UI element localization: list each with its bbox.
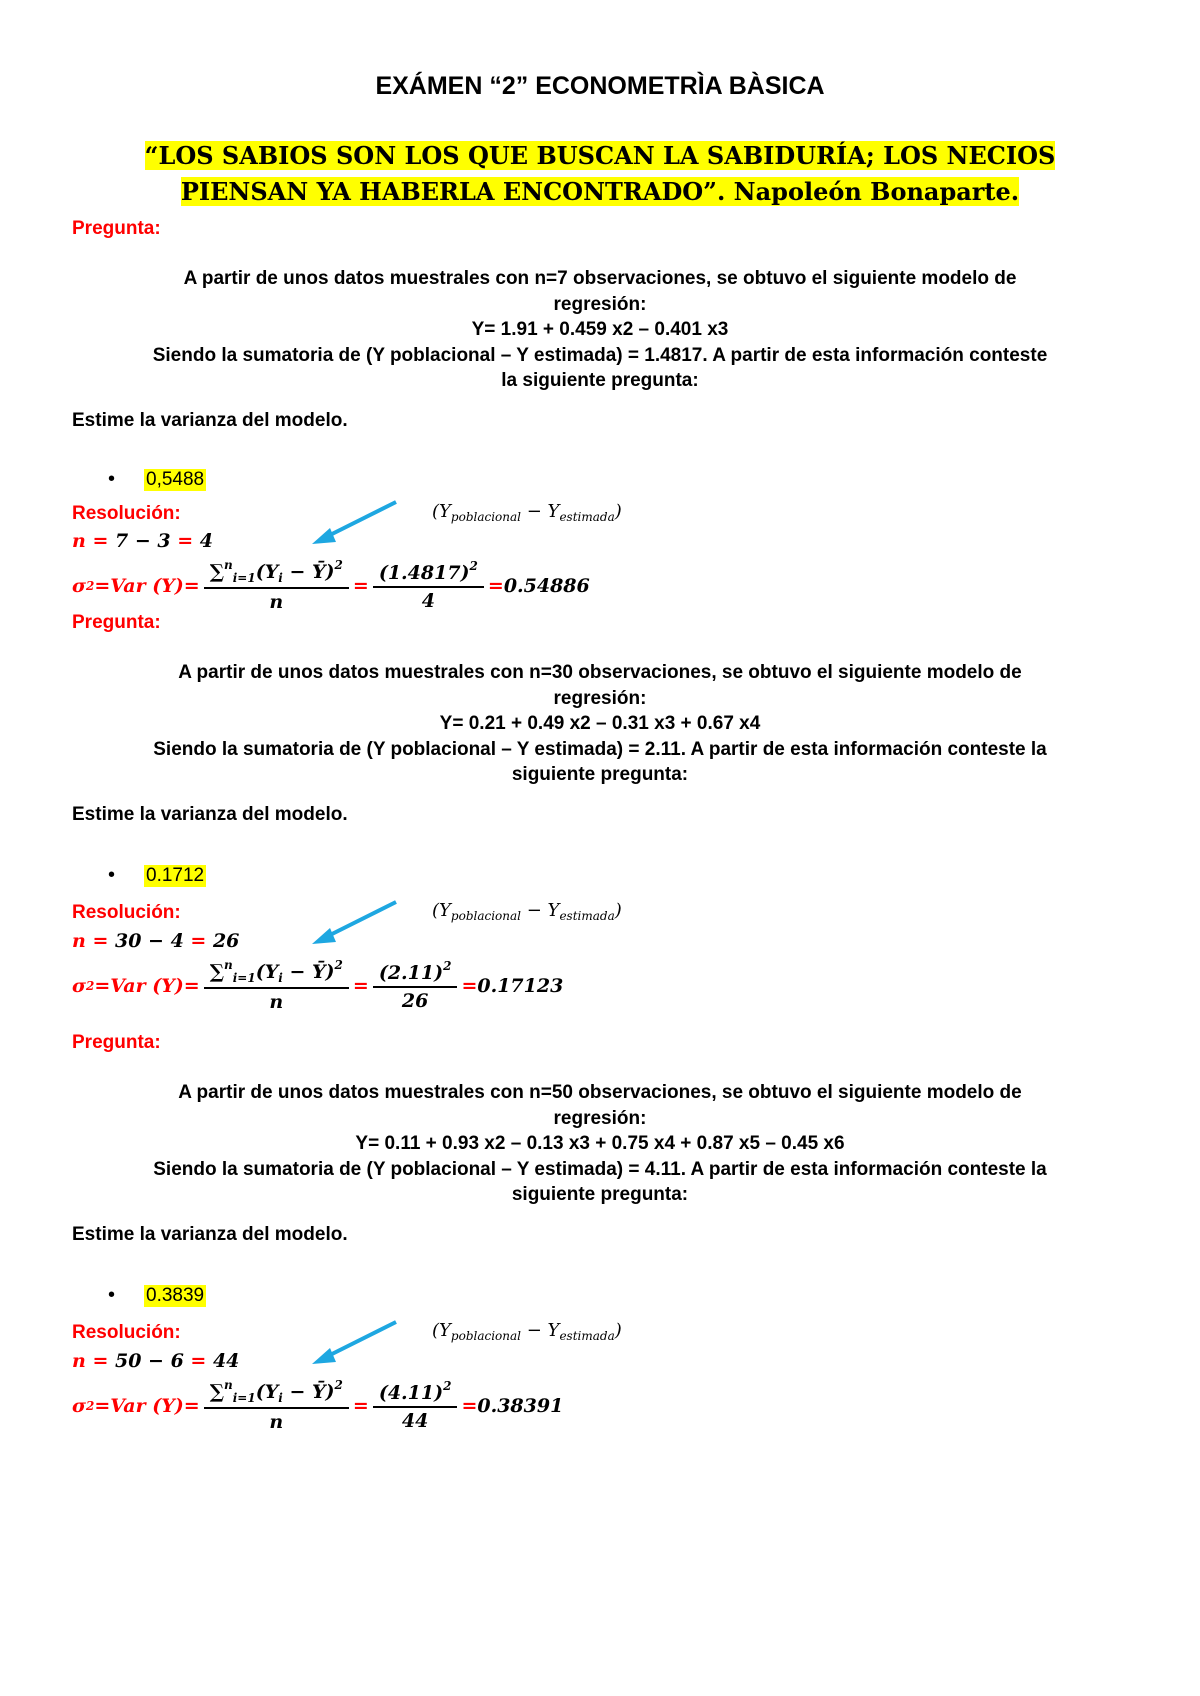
question-text — [60, 660, 1140, 788]
value-fraction — [373, 559, 484, 612]
math-token: 2 — [443, 959, 452, 973]
math-token: 50 − 6 — [114, 1350, 184, 1372]
math-token: ( — [432, 900, 440, 921]
question-text — [60, 1080, 1140, 1208]
math-token: Var (Y) — [110, 1394, 184, 1417]
pregunta-label: Pregunta: — [72, 218, 161, 239]
pregunta-label: Pregunta: — [72, 612, 161, 633]
prompt-text: Estime la varianza del modelo. — [72, 1224, 348, 1245]
math-token: Var (Y) — [110, 974, 184, 997]
n-equation — [72, 530, 213, 552]
math-token: = — [352, 974, 369, 997]
n-equation — [72, 1350, 239, 1372]
math-token: σ — [72, 1394, 87, 1417]
question-line-1: A partir de unos datos muestrales con n=30 observaciones, se obtuvo el siguiente modelo de — [178, 662, 1022, 683]
math-token: 2 — [334, 958, 343, 972]
math-token: estimada — [559, 1329, 615, 1343]
math-token: = — [85, 1350, 115, 1372]
math-token: Y — [439, 501, 451, 522]
math-token: 26 — [401, 990, 429, 1012]
math-token: 2 — [86, 978, 95, 993]
math-token: ∑ — [209, 961, 225, 983]
answer-item — [108, 468, 206, 491]
math-token: (4.11) — [378, 1382, 444, 1404]
math-token: ∑ — [209, 1381, 225, 1403]
question-line-5: siguiente pregunta: — [511, 1184, 689, 1205]
math-token: = — [94, 974, 111, 997]
question-line-4: Siendo la sumatoria de (Y poblacional – Y estimada) = 2.11. A partir de esta información conteste la — [153, 738, 1047, 760]
variance-result: 0.38391 — [477, 1394, 564, 1417]
math-token: = — [183, 574, 200, 597]
math-token: ( — [432, 1320, 440, 1341]
question-line-2: regresión: — [553, 687, 647, 709]
question-line-1: A partir de unos datos muestrales con n=50 observaciones, se obtuvo el siguiente modelo de — [178, 1082, 1022, 1103]
math-token: 4 — [199, 530, 213, 552]
math-token: 7 − 3 — [114, 530, 171, 552]
math-token: = — [85, 530, 115, 552]
value-fraction — [373, 1379, 458, 1432]
variance-result: 0.17123 — [477, 974, 564, 997]
math-token: poblacional — [450, 1329, 522, 1343]
question-line-2: regresión: — [553, 293, 647, 315]
quote-block — [60, 138, 1140, 210]
math-token: = — [461, 1394, 478, 1417]
variance-result: 0.54886 — [503, 574, 590, 597]
math-token: i=1 — [232, 571, 256, 585]
arrow-icon — [310, 898, 400, 948]
math-token: n — [72, 1350, 86, 1372]
math-token: n — [269, 591, 284, 613]
math-token: i — [278, 971, 283, 985]
math-token: − Ȳ) — [282, 1381, 335, 1403]
sum-fraction — [204, 1378, 349, 1433]
math-token: ∑ — [209, 561, 225, 583]
question-line-4: Siendo la sumatoria de (Y poblacional – Y estimada) = 4.11. A partir de esta información conteste la — [153, 1158, 1047, 1180]
y-annotation — [432, 1320, 622, 1343]
math-token: n — [224, 558, 233, 572]
math-token: = — [183, 1350, 213, 1372]
math-token: n — [72, 530, 86, 552]
answer-value: 0.1712 — [146, 864, 205, 886]
math-token: 2 — [86, 578, 95, 593]
answer-item — [108, 1284, 206, 1307]
math-token: = — [183, 930, 213, 952]
math-token: (2.11) — [378, 962, 444, 984]
math-token: σ — [72, 574, 87, 597]
question-line-5: la siguiente pregunta: — [501, 370, 699, 391]
math-token: poblacional — [450, 510, 522, 524]
math-token: = — [352, 1394, 369, 1417]
math-token: (Y — [255, 961, 279, 983]
math-token: 2 — [334, 558, 343, 572]
bullet-icon: • — [108, 1284, 116, 1306]
math-token: (Y — [255, 1381, 279, 1403]
math-token: (Y — [255, 561, 279, 583]
math-token: 2 — [443, 1379, 452, 1393]
math-token: 44 — [212, 1350, 240, 1372]
math-token: − — [521, 900, 548, 921]
math-token: i=1 — [232, 1391, 256, 1405]
y-annotation — [432, 501, 622, 524]
math-token: Y — [547, 1320, 560, 1341]
math-token: i — [278, 571, 283, 585]
arrow-icon — [310, 1318, 400, 1368]
answer-value: 0,5488 — [146, 468, 205, 490]
y-annotation — [432, 900, 622, 923]
n-equation — [72, 930, 239, 952]
math-token: estimada — [559, 909, 615, 923]
math-token: − — [521, 1320, 548, 1341]
math-token: σ — [72, 974, 87, 997]
math-token: 2 — [334, 1378, 343, 1392]
prompt-text: Estime la varianza del modelo. — [72, 804, 348, 825]
math-token: 2 — [469, 559, 478, 573]
sum-fraction — [204, 558, 349, 613]
math-token: = — [183, 1394, 200, 1417]
math-token: ) — [614, 900, 622, 921]
math-token: 26 — [212, 930, 240, 952]
bullet-icon: • — [108, 468, 116, 490]
document-title: EXÁMEN “2” ECONOMETRÌA BÀSICA — [375, 72, 825, 100]
prompt-text: Estime la varianza del modelo. — [72, 410, 348, 431]
math-token: n — [269, 1411, 284, 1433]
math-token: n — [72, 930, 86, 952]
answer-item — [108, 864, 206, 887]
math-token: = — [94, 574, 111, 597]
question-line-4: Siendo la sumatoria de (Y poblacional – Y estimada) = 1.4817. A partir de esta información conteste — [152, 344, 1048, 366]
math-token: − Ȳ) — [282, 961, 335, 983]
math-token: i=1 — [232, 971, 256, 985]
pregunta-label: Pregunta: — [72, 1032, 161, 1053]
math-token: n — [224, 958, 233, 972]
math-token: n — [224, 1378, 233, 1392]
question-line-1: A partir de unos datos muestrales con n=7 observaciones, se obtuvo el siguiente modelo de — [183, 268, 1017, 289]
variance-equation — [72, 1378, 563, 1433]
quote-line-2: PIENSAN YA HABERLA ENCONTRADO”. Napoleón Bonaparte. — [180, 177, 1020, 206]
math-token: (1.4817) — [378, 562, 470, 584]
math-token: 44 — [401, 1410, 429, 1432]
model-equation: Y= 1.91 + 0.459 x2 – 0.401 x3 — [471, 319, 729, 340]
resolucion-label: Resolución: — [72, 902, 181, 923]
answer-value: 0.3839 — [146, 1284, 205, 1306]
math-token: Y — [547, 900, 560, 921]
variance-equation — [72, 558, 590, 613]
math-token: Var (Y) — [110, 574, 184, 597]
math-token: Y — [547, 501, 560, 522]
math-token: ) — [614, 501, 622, 522]
math-token: = — [461, 974, 478, 997]
resolucion-label: Resolución: — [72, 1322, 181, 1343]
variance-equation — [72, 958, 563, 1013]
math-token: = — [183, 974, 200, 997]
question-line-5: siguiente pregunta: — [511, 764, 689, 785]
math-token: ) — [614, 1320, 622, 1341]
math-token: 30 − 4 — [114, 930, 184, 952]
question-text — [60, 266, 1140, 394]
question-line-2: regresión: — [553, 1107, 647, 1129]
sum-fraction — [204, 958, 349, 1013]
math-token: − Ȳ) — [282, 561, 335, 583]
math-token: 4 — [421, 590, 435, 612]
math-token: 2 — [86, 1398, 95, 1413]
math-token: = — [170, 530, 200, 552]
math-token: n — [269, 991, 284, 1013]
math-token: ( — [432, 501, 440, 522]
math-token: = — [352, 574, 369, 597]
model-equation: Y= 0.21 + 0.49 x2 – 0.31 x3 + 0.67 x4 — [439, 713, 761, 734]
math-token: poblacional — [450, 909, 522, 923]
math-token: = — [487, 574, 504, 597]
quote-line-1: “LOS SABIOS SON LOS QUE BUSCAN LA SABIDURÍA; LOS NECIOS — [144, 141, 1056, 170]
model-equation: Y= 0.11 + 0.93 x2 – 0.13 x3 + 0.75 x4 + 0.87 x5 – 0.45 x6 — [355, 1133, 845, 1154]
math-token: = — [85, 930, 115, 952]
resolucion-label: Resolución: — [72, 503, 181, 524]
bullet-icon: • — [108, 864, 116, 886]
arrow-icon — [310, 498, 400, 548]
math-token: i — [278, 1391, 283, 1405]
math-token: estimada — [559, 510, 615, 524]
math-token: Y — [439, 1320, 451, 1341]
math-token: = — [94, 1394, 111, 1417]
value-fraction — [373, 959, 458, 1012]
math-token: − — [521, 501, 548, 522]
math-token: Y — [439, 900, 451, 921]
